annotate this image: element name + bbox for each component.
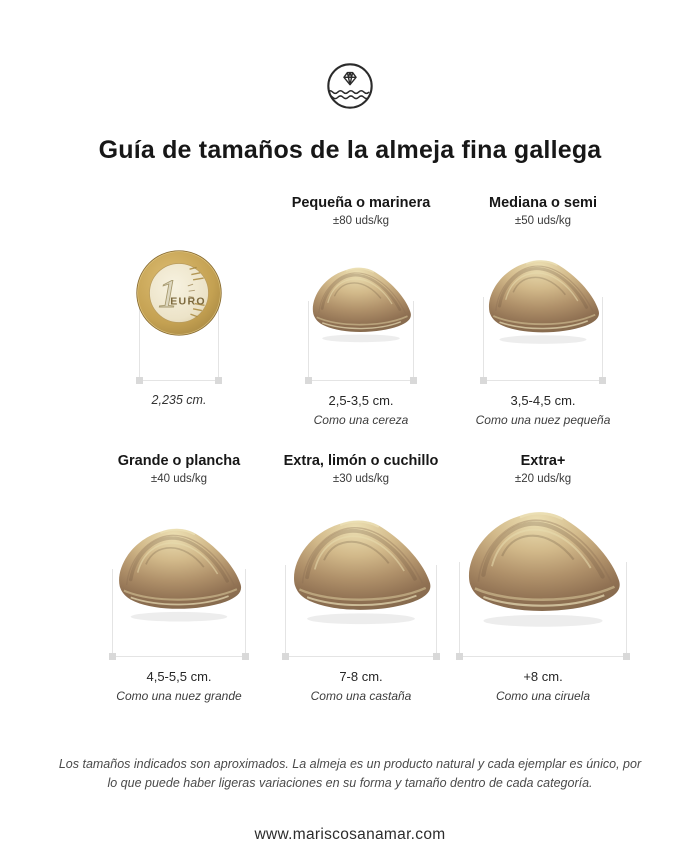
coin-currency: EURO: [170, 295, 206, 308]
size-comparison: Como una nuez grande: [116, 689, 242, 703]
size-guide-grid: [88, 195, 634, 703]
coin-value: 1: [157, 271, 179, 317]
category-density: ±50 uds/kg: [514, 215, 572, 227]
one-euro-coin-icon: [135, 249, 223, 337]
disclaimer-text: Los tamaños indicados son aproximados. La almeja es un producto natural y cada ejemplar es único, por lo que puede haber ligeras variaciones en su forma y tamaño dentro de cada categoría.: [58, 757, 642, 791]
category-density: ±80 uds/kg: [332, 215, 390, 227]
clam-shell-image: [282, 514, 440, 628]
size-range: 4,5-5,5 cm.: [146, 669, 212, 684]
clam-shell-image: [480, 255, 606, 347]
coin-size-label: 2,235 cm.: [151, 393, 207, 407]
category-density: ±40 uds/kg: [150, 473, 208, 485]
size-cell-mediana: [452, 195, 634, 427]
clam-figure: [270, 497, 452, 665]
size-cell-pequena: [270, 195, 452, 427]
coin-figure: [88, 239, 270, 389]
size-range: 7-8 cm.: [339, 669, 383, 684]
size-cell-grande: [88, 453, 270, 703]
clam-figure: [452, 239, 634, 389]
category-name: Pequeña o marinera: [291, 195, 431, 211]
size-comparison: Como una cereza: [313, 413, 409, 427]
category-density: ±20 uds/kg: [514, 473, 572, 485]
website-url: www.mariscosanamar.com: [254, 825, 446, 843]
category-name: Extra+: [520, 453, 566, 469]
category-name: Extra, limón o cuchillo: [283, 453, 439, 469]
brand-logo: [0, 0, 700, 112]
clam-figure: [452, 497, 634, 665]
size-comparison: Como una nuez pequeña: [475, 413, 611, 427]
clam-shell-image: [456, 505, 630, 631]
category-density: ±30 uds/kg: [332, 473, 390, 485]
clam-shell-image: [109, 523, 249, 625]
size-range: 3,5-4,5 cm.: [510, 393, 576, 408]
size-range: 2,5-3,5 cm.: [328, 393, 394, 408]
size-cell-extra: [270, 453, 452, 703]
clam-shell-image: [305, 263, 417, 345]
reference-coin-cell: [88, 195, 270, 427]
size-comparison: Como una castaña: [310, 689, 412, 703]
clam-figure: [88, 497, 270, 665]
category-name: Mediana o semi: [489, 195, 597, 211]
size-cell-extra-plus: [452, 453, 634, 703]
size-comparison: Como una ciruela: [495, 689, 591, 703]
size-range: +8 cm.: [523, 669, 563, 684]
page-title: Guía de tamaños de la almeja fina gallega: [98, 136, 602, 164]
diamond-over-waves-icon: [324, 60, 376, 112]
category-name: Grande o plancha: [117, 453, 241, 469]
clam-figure: [270, 239, 452, 389]
